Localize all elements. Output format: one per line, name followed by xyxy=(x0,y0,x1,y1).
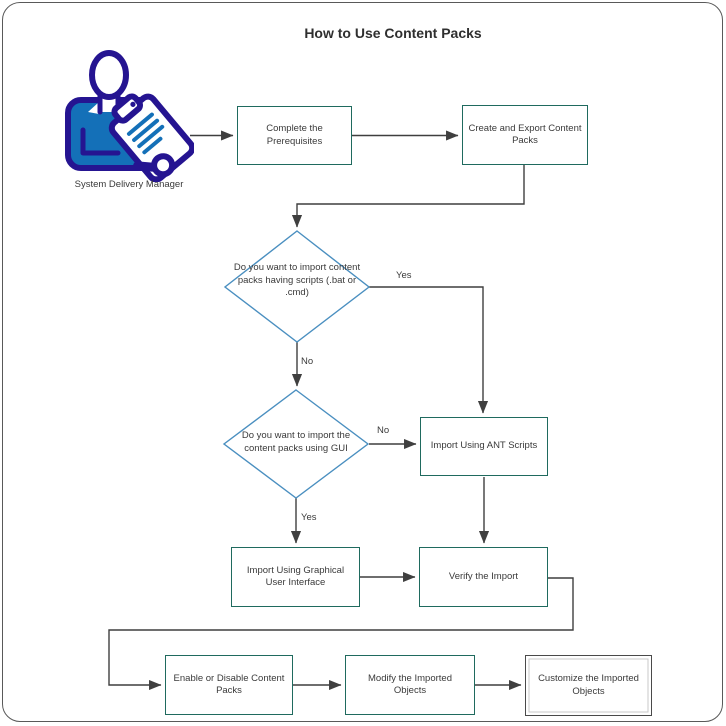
edge-scripts-yes-to-ant xyxy=(369,287,483,413)
step-label: Complete the Prerequisites xyxy=(266,123,323,147)
step-modify-imported-objects xyxy=(345,655,475,715)
step-enable-disable-content-packs xyxy=(165,655,293,715)
decision-scripts-label: Do you want to import content packs having scripts (.bat or .cmd) xyxy=(233,262,361,299)
actor-label: System Delivery Manager xyxy=(74,179,184,190)
step-label: Import Using ANT Scripts xyxy=(430,440,538,452)
step-label: Enable or Disable Content Packs xyxy=(173,672,285,696)
step-label: Import Using Graphical User Interface xyxy=(246,564,345,588)
diagram-title: How to Use Content Packs xyxy=(304,25,482,41)
edge-label-gui-yes: Yes xyxy=(301,512,317,523)
step-import-using-gui xyxy=(231,547,360,607)
step-verify-the-import xyxy=(419,547,548,607)
edge-label-scripts-no: No xyxy=(301,356,314,367)
decision-gui-label: Do you want to import the content packs using GUI xyxy=(241,430,351,454)
edge-label-scripts-yes: Yes xyxy=(396,270,412,281)
edge-label-gui-no: No xyxy=(377,425,390,436)
step-create-export-content-packs xyxy=(462,105,588,165)
step-label: Create and Export Content Packs xyxy=(468,122,582,146)
system-delivery-manager-icon xyxy=(62,50,194,182)
step-complete-prerequisites xyxy=(237,106,352,165)
step-label: Modify the Imported Objects xyxy=(368,672,452,696)
step-customize-imported-objects xyxy=(525,655,652,716)
edge-create-to-decision-scripts xyxy=(297,165,524,227)
step-import-using-ant-scripts xyxy=(420,417,548,476)
step-label: Verify the Import xyxy=(448,570,519,582)
step-label: Customize the Imported Objects xyxy=(538,673,639,697)
